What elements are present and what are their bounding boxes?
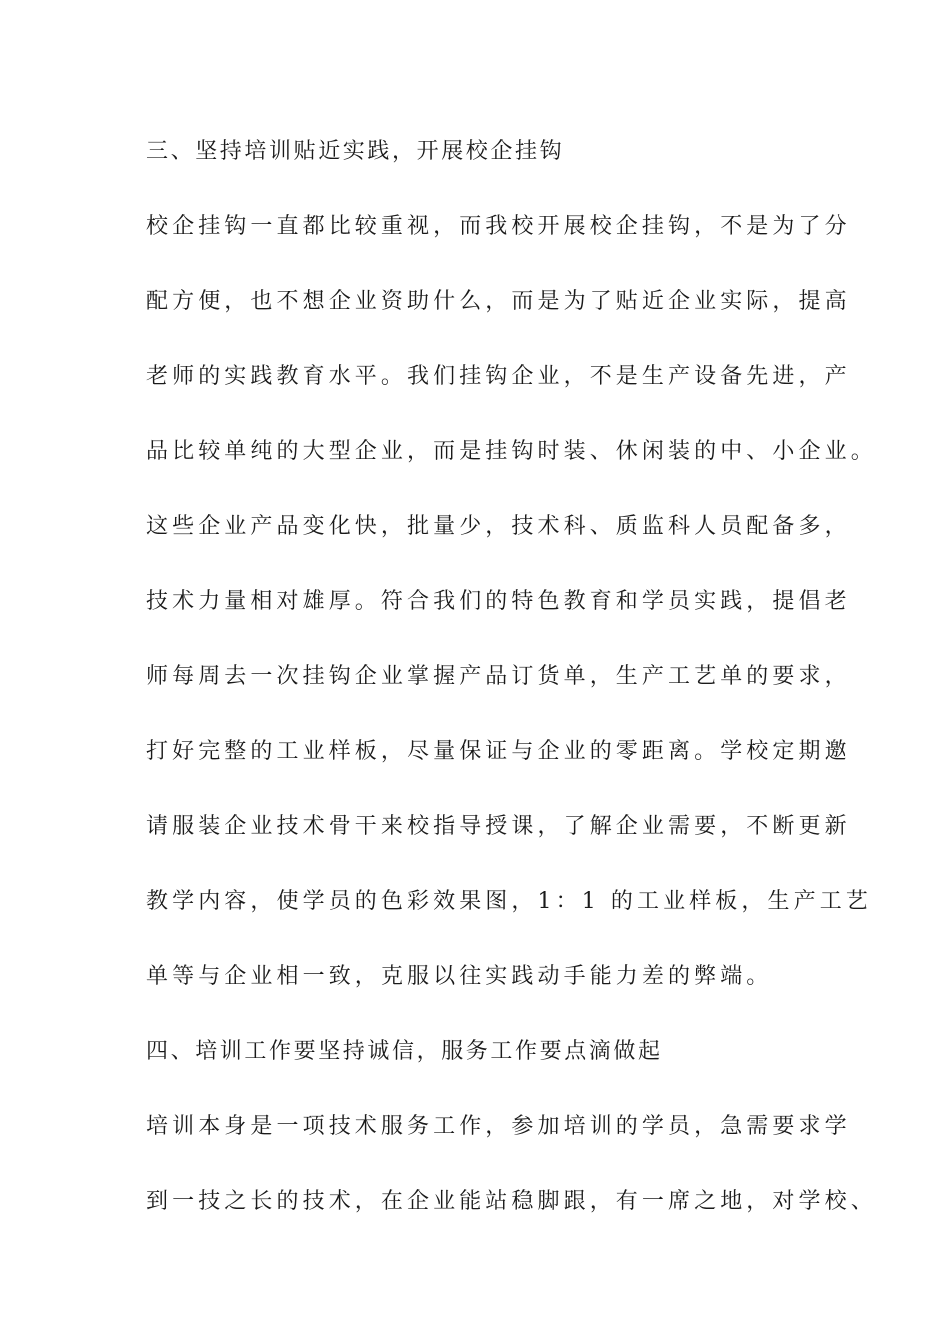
paragraph-line: 品比较单纯的大型企业，而是挂钩时装、休闲装的中、小企业。 (146, 439, 877, 464)
paragraph-line: 教学内容，使学员的色彩效果图，1：1 的工业样板，生产工艺 (146, 889, 872, 914)
paragraph-line: 单等与企业相一致，克服以往实践动手能力差的弊端。 (146, 964, 773, 989)
paragraph-line: 打好完整的工业样板，尽量保证与企业的零距离。学校定期邀 (146, 739, 851, 764)
section-4-heading: 四、培训工作要坚持诚信，服务工作要点滴做起 (146, 1039, 663, 1064)
paragraph-line: 校企挂钩一直都比较重视，而我校开展校企挂钩，不是为了分 (146, 214, 851, 239)
section-3-heading: 三、坚持培训贴近实践，开展校企挂钩 (146, 139, 565, 164)
paragraph-line: 培训本身是一项技术服务工作，参加培训的学员，急需要求学 (146, 1114, 851, 1139)
paragraph-line: 到一技之长的技术，在企业能站稳脚跟，有一席之地，对学校、 (146, 1189, 877, 1214)
paragraph-line: 这些企业产品变化快，批量少，技术科、质监科人员配备多， (146, 514, 851, 539)
paragraph-line: 请服装企业技术骨干来校指导授课，了解企业需要，不断更新 (146, 814, 851, 839)
paragraph-line: 配方便，也不想企业资助什么，而是为了贴近企业实际，提高 (146, 289, 851, 314)
paragraph-line: 师每周去一次挂钩企业掌握产品订货单，生产工艺单的要求， (146, 664, 851, 689)
paragraph-line: 技术力量相对雄厚。符合我们的特色教育和学员实践，提倡老 (146, 589, 851, 614)
paragraph-line: 老师的实践教育水平。我们挂钩企业，不是生产设备先进，产 (146, 364, 851, 389)
